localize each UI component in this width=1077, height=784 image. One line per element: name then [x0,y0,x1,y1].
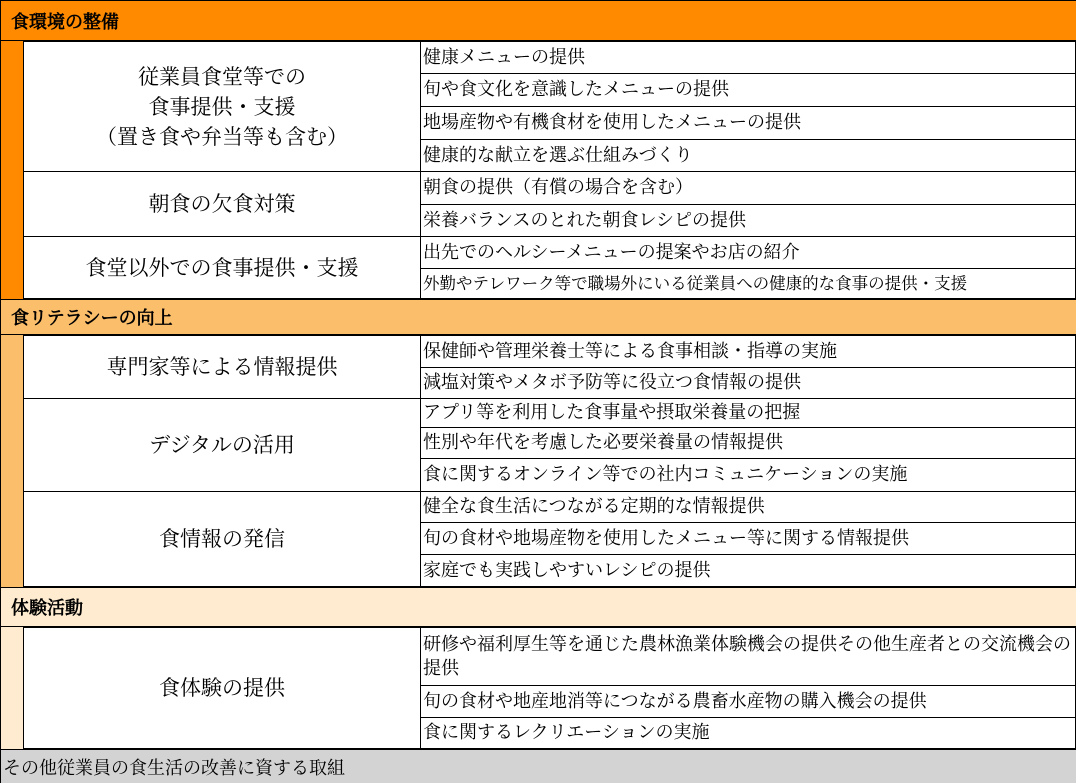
item-cell: 旬の食材や地場産物を使用したメニュー等に関する情報提供 [421,522,1076,555]
category-cell: デジタルの活用 [23,398,421,492]
section-header [1,1,1076,41]
item-cell: 旬の食材や地産地消等につながる農畜水産物の購入機会の提供 [421,685,1076,718]
section-strip [1,41,23,299]
category-cell: 食体験の提供 [23,627,421,749]
item-cell: 出先でのヘルシーメニューの提案やお店の紹介 [421,236,1076,269]
item-cell: 家庭でも実践しやすいレシピの提供 [421,554,1076,587]
section-title: 食環境の整備 [11,11,119,33]
item-cell: 減塩対策やメタボ予防等に役立つ食情報の提供 [421,367,1076,399]
section-header [1,587,1076,627]
item-cell: アプリ等を利用した食事量や摂取栄養量の把握 [421,398,1076,428]
category-cell: 食堂以外での食事提供・支援 [23,236,421,299]
category-cell: 食情報の発信 [23,491,421,587]
section-header [1,299,1076,335]
section-title: 体験活動 [11,598,83,619]
item-cell: 食に関するレクリエーションの実施 [421,717,1076,749]
item-cell: 健康メニューの提供 [421,41,1076,74]
section-strip [1,335,23,587]
item-cell: 朝食の提供（有償の場合を含む） [421,171,1076,205]
item-cell: 健康的な献立を選ぶ仕組みづくり [421,139,1076,172]
item-cell: 外勤やテレワーク等で職場外にいる従業員への健康的な食事の提供・支援 [421,268,1076,299]
category-cell: 専門家等による情報提供 [23,335,421,399]
section-title: 食リテラシーの向上 [11,308,173,329]
section-strip [1,627,23,749]
item-cell: 性別や年代を考慮した必要栄養量の情報提供 [421,427,1076,459]
item-cell: 食に関するオンライン等での社内コミュニケーションの実施 [421,458,1076,492]
item-cell: 研修や福利厚生等を通じた農林漁業体験機会の提供その他生産者との交流機会の提供 [421,627,1076,686]
item-cell: 旬や食文化を意識したメニューの提供 [421,73,1076,107]
item-cell: 保健師や管理栄養士等による食事相談・指導の実施 [421,335,1076,368]
item-cell: 健全な食生活につながる定期的な情報提供 [421,491,1076,523]
category-cell: 朝食の欠食対策 [23,171,421,237]
item-cell: 栄養バランスのとれた朝食レシピの提供 [421,204,1076,237]
item-cell: 地場産物や有機食材を使用したメニューの提供 [421,106,1076,140]
category-cell: 従業員食堂等での 食事提供・支援 （置き食や弁当等も含む） [23,41,421,172]
footer-row: その他従業員の食生活の改善に資する取組 [1,749,1076,783]
